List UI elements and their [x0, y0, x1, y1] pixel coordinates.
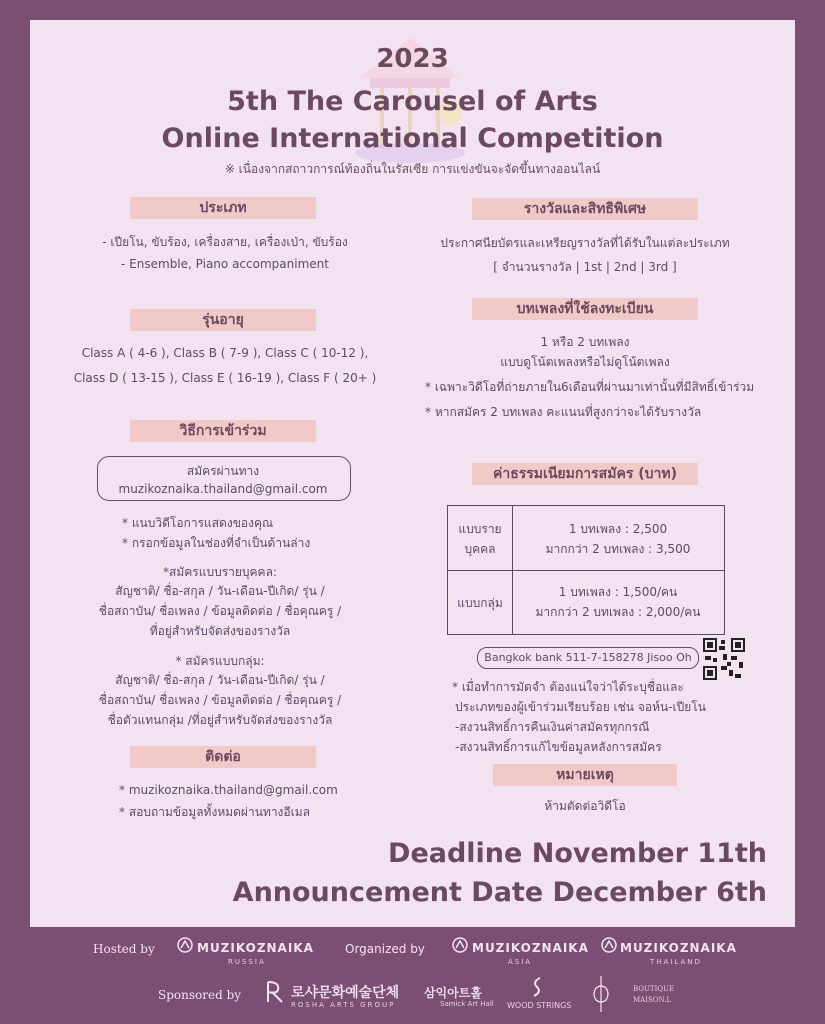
announcement-date: Announcement Date December 6th — [232, 877, 767, 908]
fee-individual-more: มากกว่า 2 บทเพลง : 3,500 — [545, 542, 691, 556]
violin-logo-icon — [588, 974, 614, 1014]
category-heading: ประเภท — [130, 197, 316, 219]
organizer-asia: ASIA — [508, 958, 533, 966]
fee-group-one: 1 บทเพลง : 1,500/คน — [558, 585, 678, 599]
remark-heading: หมายเหตุ — [493, 764, 677, 786]
age-line-1: Class A ( 4-6 ), Class B ( 7-9 ), Class C ( 10-12 ), — [81, 346, 369, 360]
contact-heading: ติดต่อ — [130, 746, 316, 768]
category-line-1: - เปียโน, ขับร้อง, เครื่องสาย, เครื่องเป่า, ขับร้อง — [102, 235, 348, 249]
organized-by-label: Organized by — [345, 942, 425, 956]
fee-group-label: แบบกลุ่ม — [457, 596, 503, 610]
participation-heading: วิธีการเข้าร่วม — [130, 420, 316, 442]
online-note: ※ เนื่องจากสถาวการณ์ท้องถิ่นในรัสเซีย การแข่งขันจะจัดขึ้นทางออนไลน์ — [224, 162, 601, 176]
individual-title: *สมัครแบบรายบุคคล: — [163, 565, 277, 579]
bank-account: Bangkok bank 511-7-158278 Jisoo Oh — [477, 647, 699, 669]
fee-group-more: มากกว่า 2 บทเพลง : 2,000/คน — [535, 605, 701, 619]
deadline-date: Deadline November 11th — [388, 838, 767, 869]
sponsored-by-label: Sponsored by — [158, 988, 242, 1002]
repertoire-line-3: * เฉพาะวิดีโอที่ถ่ายภายใน6เดือนที่ผ่านมาเท่านั้นที่มีสิทธิ์เข้าร่วม — [425, 380, 755, 394]
organizer-brand-thailand: MUZIKOZNAIKA — [620, 941, 737, 955]
awards-line-1: ประกาศนียบัตรและเหรียญรางวัลที่ได้รับในแต่ละประเภท — [440, 236, 730, 250]
age-line-2: Class D ( 13-15 ), Class E ( 16-19 ), Class F ( 20+ ) — [73, 371, 377, 385]
host-brand: MUZIKOZNAIKA — [197, 941, 314, 955]
apply-via-label: สมัครผ่านทาง — [186, 464, 260, 478]
awards-heading: รางวัลและสิทธิพิเศษ — [472, 198, 698, 220]
year-heading: 2023 — [376, 44, 449, 74]
boutique-line-1: BOUTIQUE — [633, 985, 675, 993]
payment-note-2: ประเภทของผู้เข้าร่วมเรียบร้อย เช่น จอห์น-เปียโน — [455, 700, 706, 714]
payment-note-3: -สงวนสิทธิ์การคืนเงินค่าสมัครทุกกรณี — [455, 720, 650, 734]
age-heading: รุ่นอายุ — [130, 309, 316, 331]
apply-email[interactable]: muzikoznaika.thailand@gmail.com — [118, 482, 328, 496]
repertoire-line-1: 1 หรือ 2 บทเพลง — [540, 335, 630, 349]
hosted-by-label: Hosted by — [93, 942, 155, 956]
repertoire-line-2: แบบดูโน้ตเพลงหรือไม่ดูโน้ตเพลง — [500, 355, 670, 369]
individual-line-2: ชื่อสถาบัน/ ชื่อเพลง / ข้อมูลติดต่อ / ชื่อคุณครู / — [98, 604, 342, 618]
muzikoznaika-logo-icon — [176, 936, 194, 954]
muzikoznaika-logo-icon — [600, 936, 618, 954]
fees-heading: ค่าธรรมเนียมการสมัคร (บาท) — [472, 463, 698, 485]
samick-korean: 삼익아트홀 — [424, 986, 482, 1000]
muzikoznaika-logo-icon — [451, 936, 469, 954]
fee-individual-label-1: แบบราย — [458, 522, 502, 536]
contact-email[interactable]: * muzikoznaika.thailand@gmail.com — [119, 783, 338, 797]
rosha-logo-icon — [264, 978, 286, 1006]
bullet-attach-video: * แนบวิดีโอการแสดงของคุณ — [122, 516, 274, 530]
qr-code-icon[interactable] — [703, 638, 745, 680]
fee-individual-one: 1 บทเพลง : 2,500 — [568, 522, 668, 536]
bullet-fill-info: * กรอกข้อมูลในช่องที่จำเป็นด้านล่าง — [122, 536, 311, 550]
rosha-english: ROSHA ARTS GROUP — [291, 1001, 396, 1009]
individual-line-3: ที่อยู่สำหรับจัดส่งของรางวัล — [149, 624, 291, 638]
awards-line-2: [ จำนวนรางวัล | 1st | 2nd | 3rd ] — [493, 260, 677, 274]
remark-line: ห้ามตัดต่อวิดีโอ — [544, 799, 626, 813]
wood-strings-name: WOOD STRINGS — [507, 1001, 572, 1010]
title-line-2: Online International Competition — [161, 123, 664, 154]
group-line-3: ชื่อตัวแทนกลุ่ม /ที่อยู่สำหรับจัดส่งของรางวัล — [107, 713, 333, 727]
wood-strings-logo-icon — [530, 976, 544, 998]
fee-individual-label-2: บุคคล — [464, 542, 496, 556]
title-line-1: 5th The Carousel of Arts — [227, 86, 598, 117]
organizer-brand-asia: MUZIKOZNAIKA — [472, 941, 589, 955]
host-country: RUSSIA — [228, 958, 266, 966]
group-line-1: สัญชาติ/ ชื่อ-สกุล / วัน-เดือน-ปีเกิด/ รุ่น / — [115, 673, 325, 687]
group-line-2: ชื่อสถาบัน/ ชื่อเพลง / ข้อมูลติดต่อ / ชื่อคุณครู / — [98, 693, 342, 707]
repertoire-line-4: * หากสมัคร 2 บทเพลง คะแนนที่สูงกว่าจะได้รับรางวัล — [425, 405, 702, 419]
contact-note: * สอบถามข้อมูลทั้งหมดผ่านทางอีเมล — [119, 805, 310, 819]
organizer-thailand: THAILAND — [650, 958, 702, 966]
fee-table — [447, 505, 725, 635]
category-line-2: - Ensemble, Piano accompaniment — [121, 257, 329, 271]
group-title: * สมัครแบบกลุ่ม: — [175, 654, 265, 668]
samick-english: Samick Art Hall — [440, 1000, 494, 1008]
individual-line-1: สัญชาติ/ ชื่อ-สกุล / วัน-เดือน-ปีเกิด/ รุ่น / — [115, 584, 325, 598]
boutique-line-2: MAISON.L — [633, 996, 672, 1004]
repertoire-heading: บทเพลงที่ใช้ลงทะเบียน — [472, 298, 698, 320]
payment-note-1: * เมื่อทำการมัดจำ ต้องแน่ใจว่าได้ระบุชื่อและ — [452, 680, 684, 694]
payment-note-4: -สงวนสิทธิ์การแก้ไขข้อมูลหลังการสมัคร — [455, 740, 662, 754]
rosha-korean: 로샤문화예술단체 — [291, 985, 400, 1001]
